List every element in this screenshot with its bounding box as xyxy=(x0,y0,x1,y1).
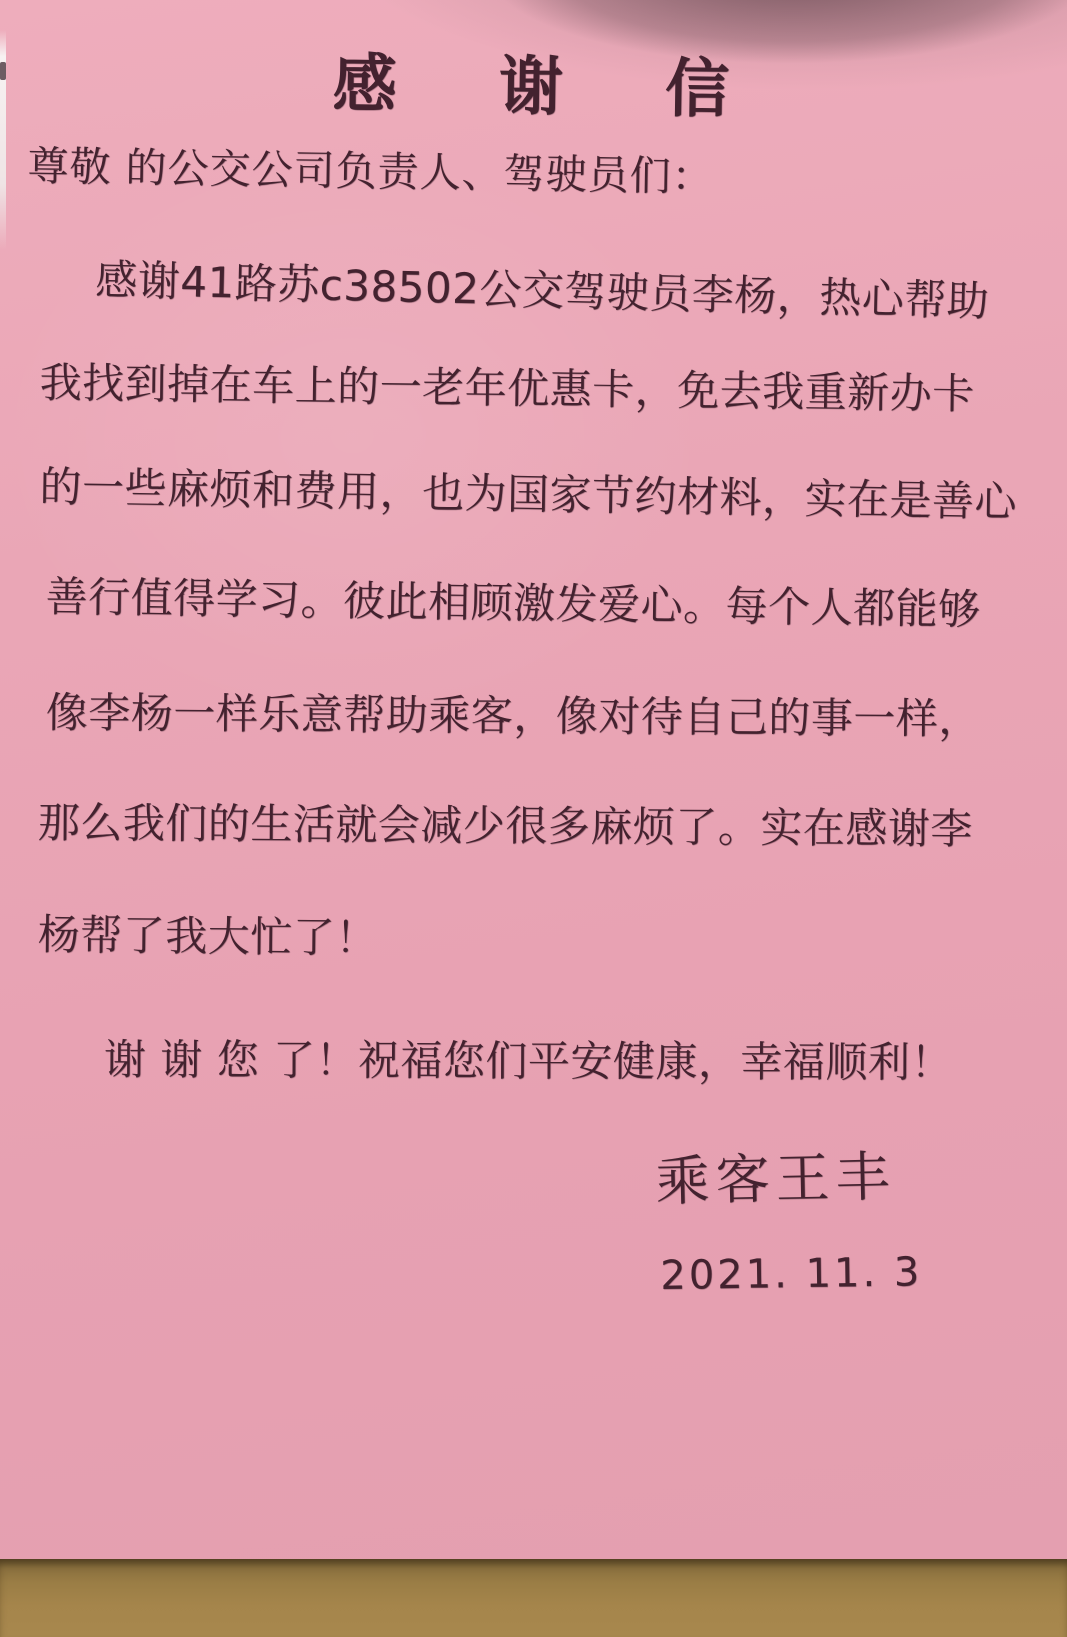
letter-body-line: 杨帮了我大忙了！ xyxy=(37,910,378,963)
letter-body-line: 那么我们的生活就会减少很多麻烦了。实在感谢李 xyxy=(37,798,973,854)
letter-body-line: 的一些麻烦和费用，也为国家节约材料，实在是善心 xyxy=(39,462,1018,527)
letter-closing: 谢 谢 您 了！祝福您们平安健康，幸福顺利！ xyxy=(103,1035,954,1087)
letter-body-line: 善行值得学习。彼此相顾激发爱心。每个人都能够 xyxy=(45,572,981,635)
letter-date: 2021. 11. 3 xyxy=(660,1249,923,1299)
table-surface xyxy=(0,1559,1067,1637)
letter-salutation: 尊敬 的公交公司负责人、驾驶员们： xyxy=(27,142,714,201)
letter-title: 感 谢 信 xyxy=(332,47,734,128)
letter-signature: 乘客王丰 xyxy=(655,1144,897,1213)
letter-body-line: 感谢41路苏c38502公交驾驶员李杨，热心帮助 xyxy=(94,255,990,326)
letter-body-line: 像李杨一样乐意帮助乘客，像对待自己的事一样， xyxy=(45,688,981,744)
letter-body-line: 我找到掉在车上的一老年优惠卡，免去我重新办卡 xyxy=(39,358,975,419)
